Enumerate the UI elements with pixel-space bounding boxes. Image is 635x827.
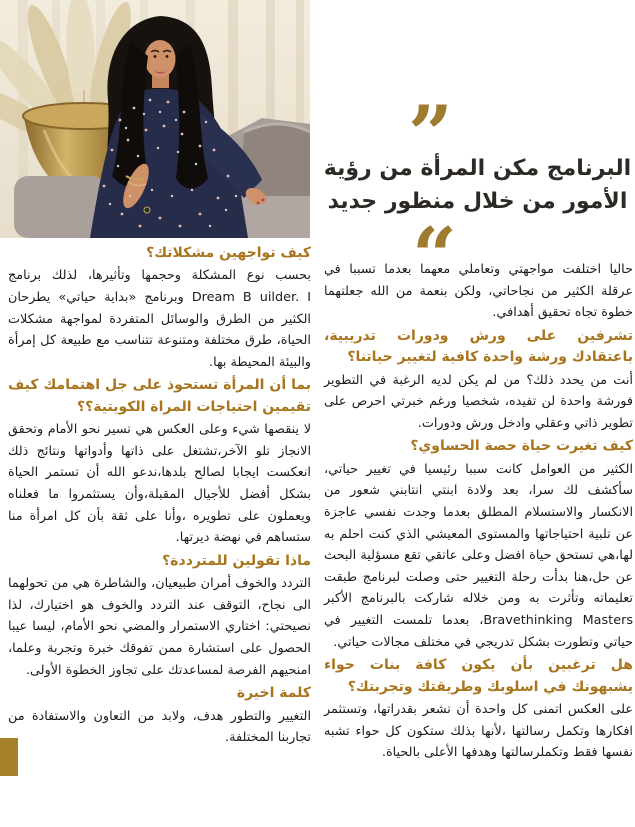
section-heading: بما أن المرأة تستحوذ على جل اهتمامك كيف تقيمين احتياجات المراة الكويتية؟؟ <box>8 377 311 415</box>
section-heading: تشرفين على ورش ودورات تدريبية، باعتقادك ورشة واحدة كافية لتغيير حياتنا؟ <box>324 327 633 366</box>
section-heading: هل ترغبين بأن يكون كافة بنات حواء يشبهونك في اسلوبك وطريقتك وتجربتك؟ <box>324 657 633 695</box>
paragraph: على العكس اتمنى كل واحدة أن تشعر بقدراتها، وتستثمر افكارها وتكمل رسالتها ،لأنها بذلك ستكون كل حواء تشبه نفسها فقط وتكملرسالتها وهدفها الأعلى بالحياة. <box>324 701 633 761</box>
paragraph: لا ينقصها شيء وعلى العكس هي تسير نحو الأمام وتحقق الانجاز تلو الآخر،تشتغل على ذاتها وأدواتها ونتائج ذلك انعكست ايجابا لصالح بلدها،ندعو الله أن تستمر الحياة بشكل أفضل للأجيال المقبلة،وأن يستثمروا ما فعلناه ويعملون على تطويره ،وأنا على ثقة بأن كل امرأة منا ستساهم في نهضة ديرتها. <box>8 422 311 546</box>
paragraph: بحسب نوع المشكلة وحجمها وتأثيرها، لذلك برنامج Dream B uilder. I وبرنامج «بداية حياتي» يطرحان الكثير من الطرق والوسائل المتفردة لمواجهة مشكلات الحياة، طرق مختلفة ومتنوعة تتناسب مع طبيعة كل إمرأة والبيئة المحيطة بها. <box>8 268 311 370</box>
paragraph: حاليا اختلفت مواجهتي وتعاملي معهما بعدما تسببا في عرقلة الكثير من نجاحاتي، ولكن بنعمة من الله جعلتهما خطوة تجاه تحقيق أهدافي. <box>324 262 633 321</box>
paragraph: الكثير من العوامل كانت سببا رئيسيا في تغيير حياتي، سأكشف لك سرا، بعد ولادة ابنتي انتابني شعور من الانكسار والاستسلام المطلق بعدما وجدت نفسي عاجزة عن تلبية احتياجاتها والمستوى المعيشي الذي كنت احلم به لها،هي تستحق حياة افضل وعلى عاتقي تقع مسؤلية البحث عن حل،هنا بدأت رحلة التغيير حتى وصلت لبرنامج طبقت تعليماته وتأثرت به ومن خلاله شاركت بالبرنامج الأكبر Bravethinking Masters، بعدما تلمست التغيير في حياتي وتطورت بشكل تدريجي في مختلف مجالات حياتي. <box>324 461 633 650</box>
photo-illustration <box>0 0 310 238</box>
section-heading: كيف تواجهين مشكلاتك؟ <box>146 245 311 261</box>
left-column <box>8 241 311 751</box>
pull-quote-text <box>320 152 635 218</box>
quote-open-icon: ” <box>408 89 453 180</box>
gold-accent-bar <box>0 738 18 776</box>
paragraph: التغيير والتطور هدف، ولابد من التعاون والاستفادة من تجاربنا المختلفة. <box>8 708 311 746</box>
pull-quote-line-2: الأمور من خلال منظور جديد <box>327 189 628 214</box>
section-heading: كيف تغيرت حياة حصة الحساوي؟ <box>410 438 633 455</box>
pull-quote-line-1: البرنامج مكن المرأة من رؤية <box>323 156 632 181</box>
paragraph: التردد والخوف أمران طبيعيان، والشاطرة هي من تحولهما الى نجاح، التوقف عند التردد والخوف هو اختيارك، لذا نصيحتي: اختاري الاستمرار والمضي نحو الأمام، ليسا عيبا الحصول على استشارة ممن تفوقك خبرة وتجربة وعلما، امنحيهم الفرصة لمساعدتك على تجاوز الخطوة الأولى. <box>8 576 311 678</box>
quote-close-icon: “ <box>412 211 457 302</box>
paragraph: أنت من يحدد ذلك؟ من لم يكن لديه الرغبة في التطوير فورشة واحدة لن تفيده، شخصيا ورغم خبرتي احرص على تطوير ذاتي وعقلي وادخل ورش ودورات. <box>324 372 633 431</box>
section-heading: ماذا تقولين للمترددة؟ <box>162 552 311 569</box>
right-column <box>324 259 633 766</box>
feature-photo <box>0 0 310 238</box>
section-heading: كلمة اخيرة <box>236 685 311 702</box>
